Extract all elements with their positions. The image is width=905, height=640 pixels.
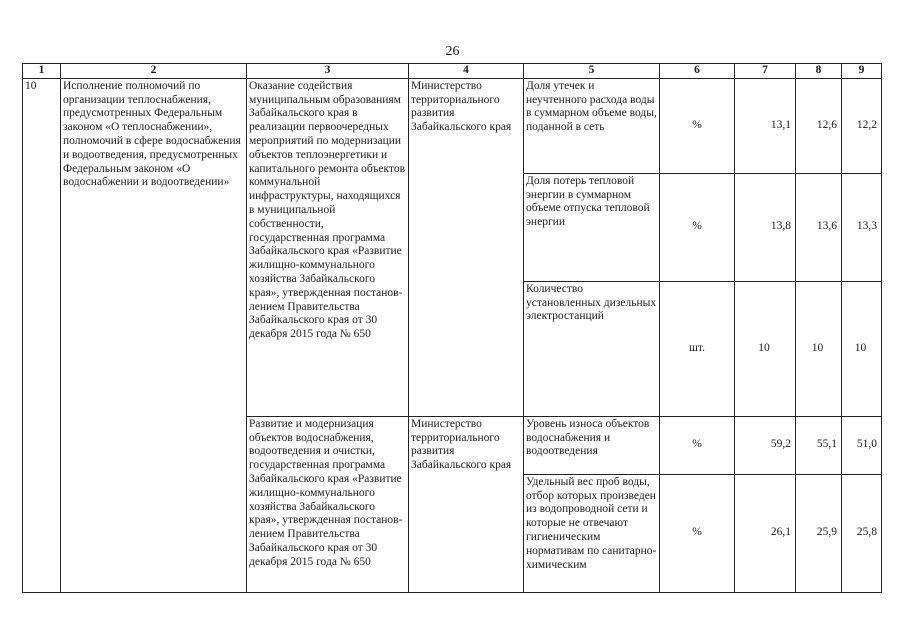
indicator-name: Количество установленных дизельных электростанций (524, 281, 660, 416)
indicator-name: Удельный вес проб воды, отбор которых произведен из водопроводной сети и которые не отвечают гигиеническим нормативам по санитарно-химическим (524, 474, 660, 592)
indicator-value-col9: 51,0 (842, 416, 882, 474)
indicator-unit: % (660, 78, 735, 173)
column-header-4: 4 (409, 64, 524, 79)
indicator-name: Доля потерь тепловой энергии в суммарном объеме отпуска тепловой энергии (524, 173, 660, 281)
indicator-value-col8: 25,9 (796, 474, 842, 592)
indicator-value-col7: 13,1 (735, 78, 796, 173)
ministry-cell: Министерство территориального развития Забайкальского края (409, 78, 524, 416)
column-header-3: 3 (247, 64, 409, 79)
column-header-9: 9 (842, 64, 882, 79)
indicator-unit: % (660, 173, 735, 281)
indicator-value-col8: 10 (796, 281, 842, 416)
column-header-5: 5 (524, 64, 660, 79)
indicator-value-col7: 26,1 (735, 474, 796, 592)
indicator-value-col9: 12,2 (842, 78, 882, 173)
page-number: 26 (445, 44, 460, 59)
column-header-7: 7 (735, 64, 796, 79)
program-cell: Оказание содействия муниципальным образованиям Забайкальского края в реализации первоочередных мероприятий по модернизации объектов теплоэнергетики и капитального ремонта объектов коммунальной инфраструктуры, находящихся в муниципальной собственности, государственная программа Забайкальского края «Развитие жилищно-коммунального хозяйства Забайкальского края», утвержденная постанов-лением Правительства Забайкальского края от 30 декабря 2015 года № 650 (247, 78, 409, 416)
indicator-value-col9: 25,8 (842, 474, 882, 592)
indicator-value-col8: 13,6 (796, 173, 842, 281)
indicator-name: Уровень износа объектов водоснабжения и водоотведения (524, 416, 660, 474)
column-header-8: 8 (796, 64, 842, 79)
indicator-value-col7: 59,2 (735, 416, 796, 474)
table-row (23, 78, 882, 173)
indicator-value-col8: 55,1 (796, 416, 842, 474)
row-number: 10 (23, 78, 61, 592)
indicator-value-col9: 13,3 (842, 173, 882, 281)
indicator-name: Доля утечек и неучтенного расхода воды в суммарном объеме воды, поданной в сеть (524, 78, 660, 173)
indicator-value-col9: 10 (842, 281, 882, 416)
column-header-row (23, 64, 882, 79)
program-cell: Развитие и модернизация объектов водоснабжения, водоотведения и очистки, государственная программа Забайкальского края «Развитие жилищно-коммунального хозяйства Забайкальского края», утвержденная постанов-лением Правительства Забайкальского края от 30 декабря 2015 года № 650 (247, 416, 409, 592)
column-header-6: 6 (660, 64, 735, 79)
ministry-cell: Министерство территориального развития Забайкальского края (409, 416, 524, 592)
column-header-2: 2 (61, 64, 247, 79)
indicator-unit: шт. (660, 281, 735, 416)
indicator-value-col8: 12,6 (796, 78, 842, 173)
indicator-value-col7: 10 (735, 281, 796, 416)
indicator-unit: % (660, 474, 735, 592)
column-header-1: 1 (23, 64, 61, 79)
indicator-unit: % (660, 416, 735, 474)
indicators-table (22, 63, 882, 593)
authority-cell: Исполнение полномочий по организации теплоснабжения, предусмотренных Федеральным законом «О теплоснабжении», полномочий в сфере водоснабжения и водоотведения, предусмотренных Федеральным законом «О водоснабжении и водоотведении» (61, 78, 247, 592)
indicator-value-col7: 13,8 (735, 173, 796, 281)
